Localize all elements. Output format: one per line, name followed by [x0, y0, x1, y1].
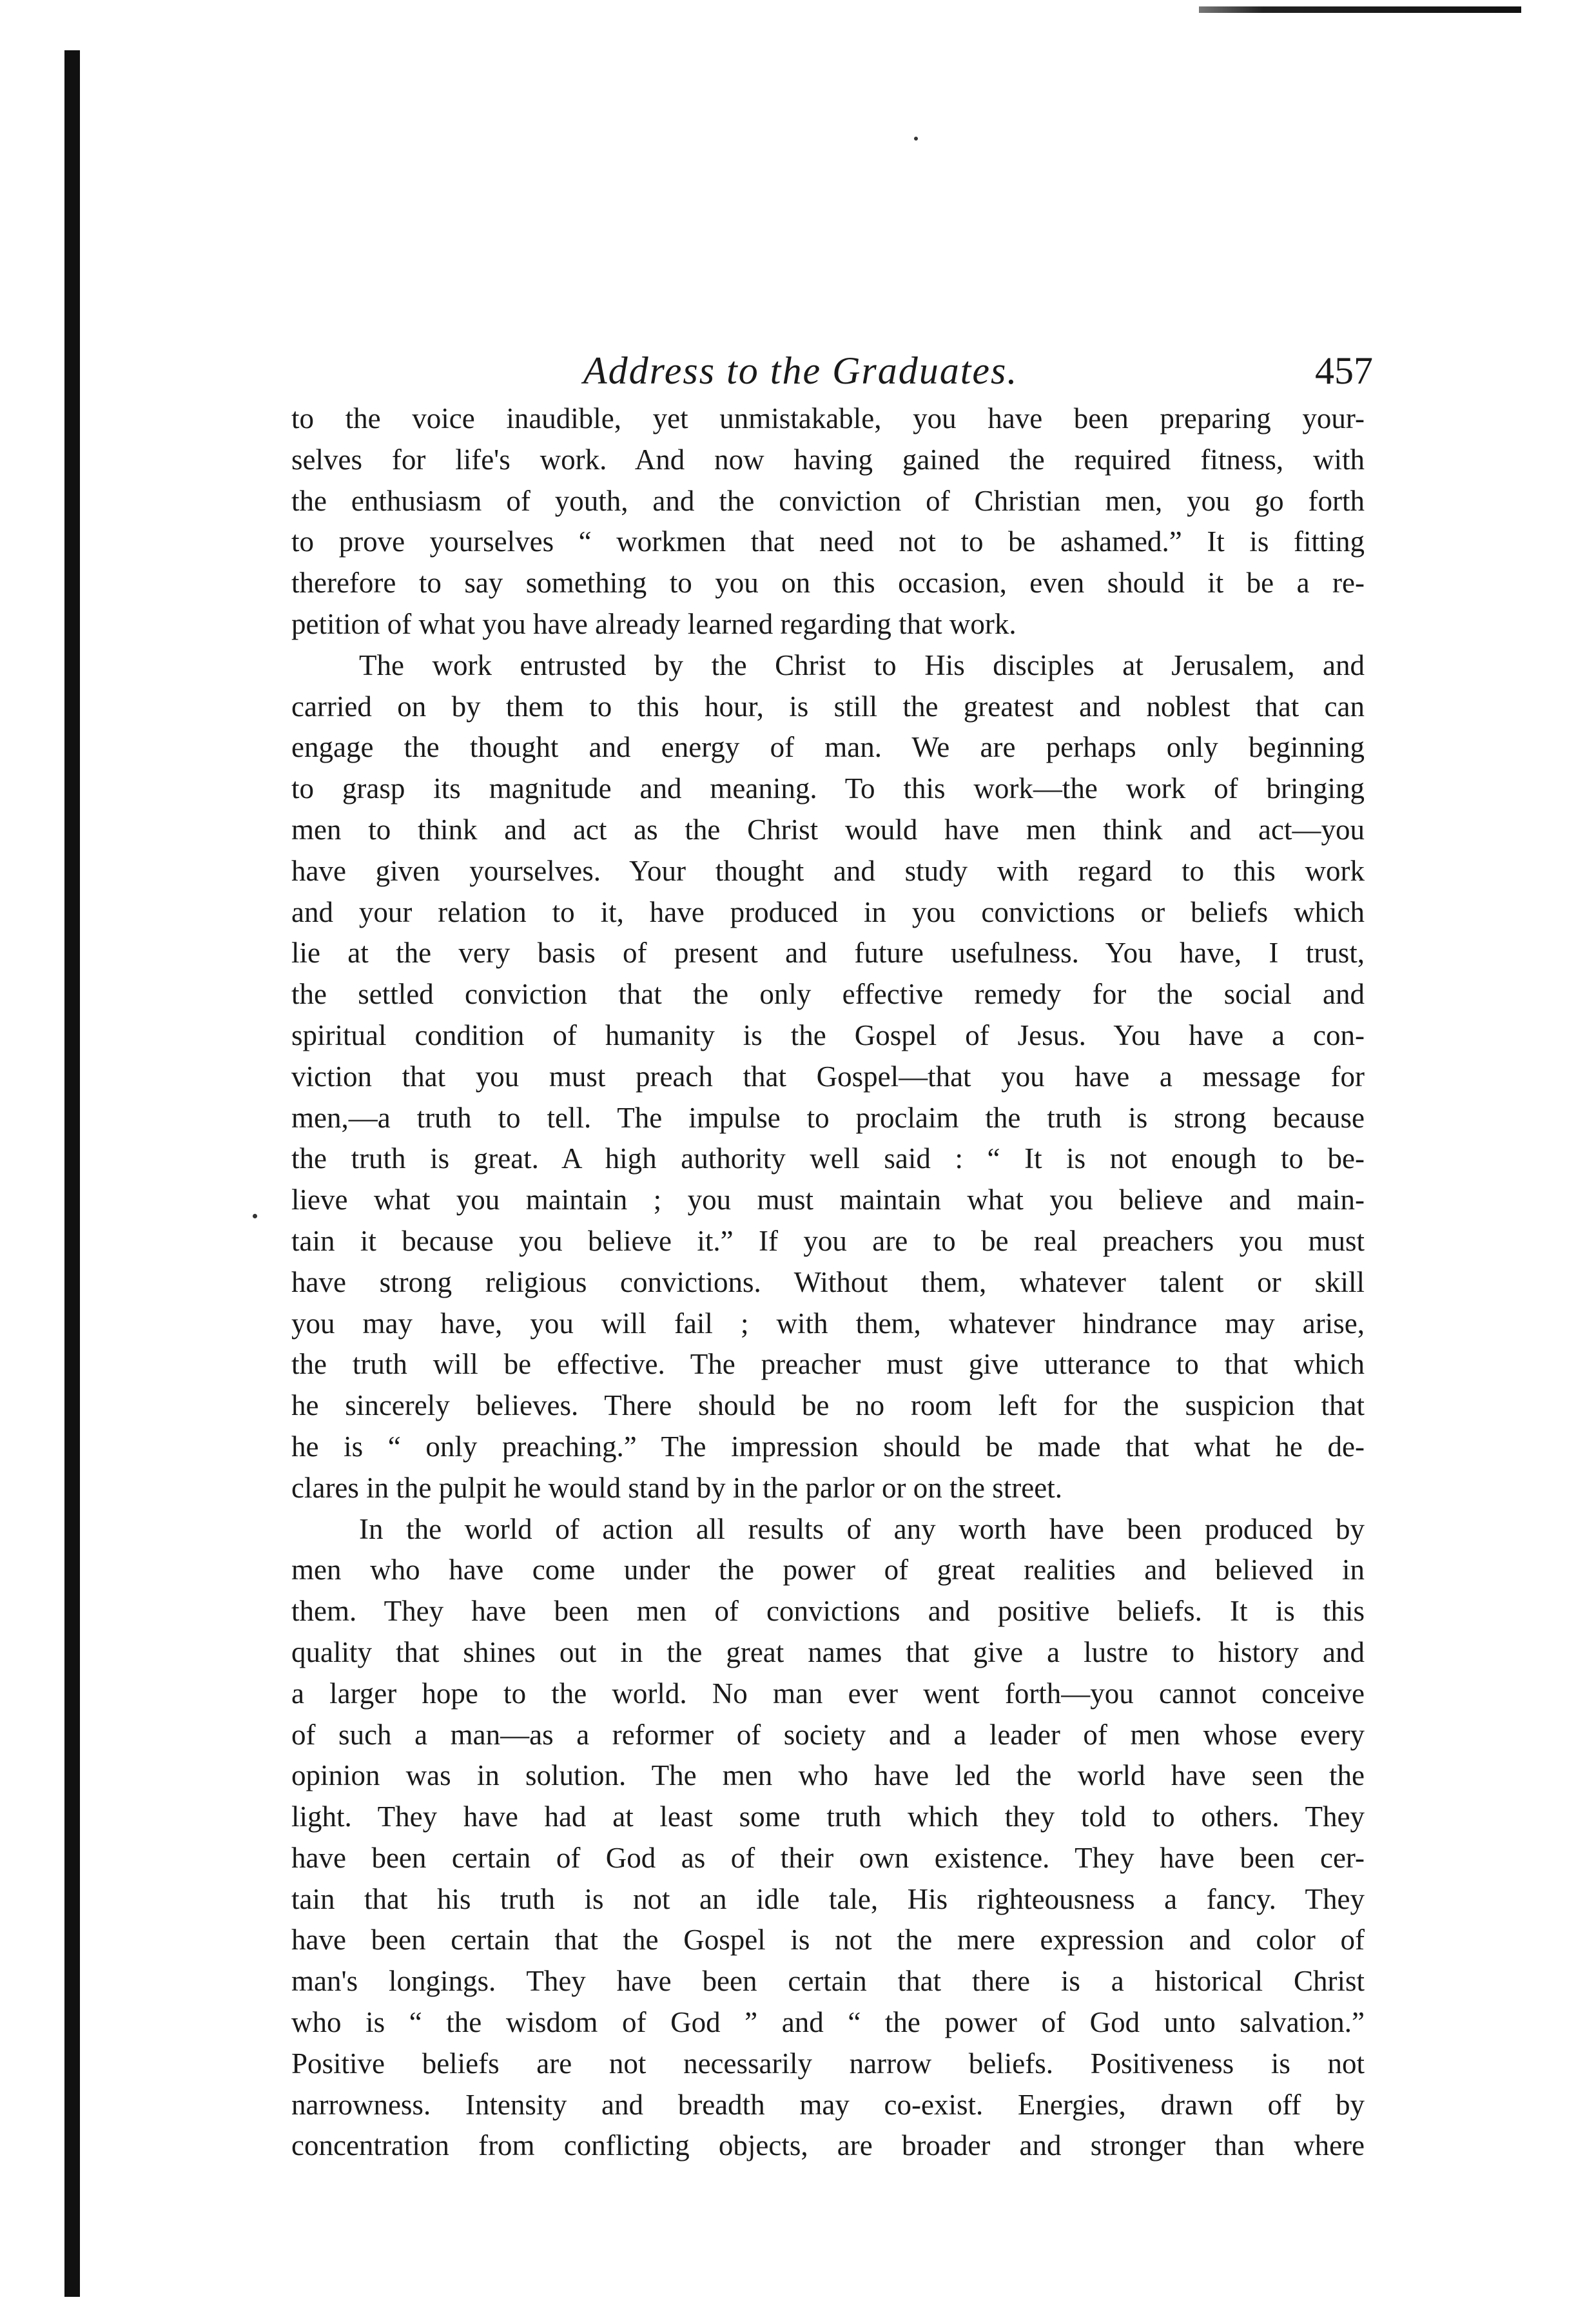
text-line: man's longings. They have been certain that there is a historical Christ — [291, 1965, 1365, 1998]
running-title: Address to the Graduates. — [583, 349, 1018, 392]
text-line: petition of what you have already learned regarding that work. — [291, 607, 1017, 640]
text-line: narrowness. Intensity and breadth may co-exist. Energies, drawn off by — [291, 2088, 1365, 2121]
text-line: them. They have been men of convictions and positive beliefs. It is this — [291, 1595, 1365, 1628]
body-text — [291, 398, 1365, 2167]
text-line: men to think and act as the Christ would have men think and act—you — [291, 813, 1365, 846]
binding-edge-rule — [64, 50, 80, 2297]
text-line: Positive beliefs are not necessarily narrow beliefs. Positiveness is not — [291, 2047, 1365, 2080]
text-line: men,—a truth to tell. The impulse to proclaim the truth is strong because — [291, 1101, 1365, 1134]
text-line: tain that his truth is not an idle tale, His righteousness a fancy. They — [291, 1882, 1365, 1915]
text-line: selves for life's work. And now having gained the required fitness, with — [291, 443, 1365, 476]
text-line: he sincerely believes. There should be no room left for the suspicion that — [291, 1389, 1365, 1422]
text-line: In the world of action all results of any worth have been produced by — [359, 1512, 1365, 1545]
text-line: spiritual condition of humanity is the Gospel of Jesus. You have a con- — [291, 1019, 1365, 1051]
page-header — [303, 342, 1373, 400]
text-line: concentration from conflicting objects, are broader and stronger than where — [291, 2129, 1365, 2162]
page-number: 457 — [1315, 349, 1373, 392]
text-line: the truth will be effective. The preacher must give utterance to that which — [291, 1348, 1365, 1381]
text-line: the truth is great. A high authority well said : “ It is not enough to be- — [291, 1142, 1365, 1175]
text-line: light. They have had at least some truth which they told to others. They — [291, 1800, 1365, 1833]
text-line: The work entrusted by the Christ to His disciples at Jerusalem, and — [359, 649, 1365, 681]
text-line: viction that you must preach that Gospel—that you have a message for — [291, 1060, 1365, 1093]
top-edge-rule — [1199, 6, 1521, 13]
text-line: and your relation to it, have produced in you convictions or beliefs which — [291, 895, 1365, 928]
text-line: engage the thought and energy of man. We are perhaps only beginning — [291, 731, 1365, 764]
text-line: men who have come under the power of great realities and believed in — [291, 1554, 1365, 1586]
text-line: have been certain that the Gospel is not the mere expression and color of — [291, 1924, 1365, 1956]
text-line: you may have, you will fail ; with them, whatever hindrance may arise, — [291, 1307, 1365, 1340]
text-line: to the voice inaudible, yet unmistakable, you have been preparing your- — [291, 402, 1365, 434]
text-line: have strong religious convictions. Without them, whatever talent or skill — [291, 1265, 1365, 1298]
text-line: to prove yourselves “ workmen that need not to be ashamed.” It is fitting — [291, 525, 1365, 558]
text-line: lieve what you maintain ; you must maintain what you believe and main- — [291, 1184, 1365, 1216]
text-line: the enthusiasm of youth, and the conviction of Christian men, you go forth — [291, 484, 1365, 517]
ink-speck — [253, 1214, 257, 1218]
text-line: therefore to say something to you on this occasion, even should it be a re- — [291, 567, 1365, 600]
text-line: a larger hope to the world. No man ever went forth—you cannot conceive — [291, 1677, 1365, 1710]
text-line: he is “ only preaching.” The impression should be made that what he de- — [291, 1430, 1365, 1463]
ink-speck — [914, 137, 918, 141]
text-line: clares in the pulpit he would stand by in the parlor or on the street. — [291, 1471, 1062, 1504]
text-line: of such a man—as a reformer of society and a leader of men whose every — [291, 1718, 1365, 1751]
text-line: the settled conviction that the only effective remedy for the social and — [291, 978, 1365, 1011]
text-line: lie at the very basis of present and future usefulness. You have, I trust, — [291, 937, 1365, 970]
text-line: who is “ the wisdom of God ” and “ the power of God unto salvation.” — [291, 2006, 1365, 2039]
text-line: have given yourselves. Your thought and study with regard to this work — [291, 854, 1365, 887]
text-line: quality that shines out in the great names that give a lustre to history and — [291, 1635, 1365, 1668]
text-line: carried on by them to this hour, is still the greatest and noblest that can — [291, 690, 1365, 723]
text-line: have been certain of God as of their own existence. They have been cer- — [291, 1841, 1365, 1874]
text-line: tain it because you believe it.” If you are to be real preachers you must — [291, 1224, 1365, 1257]
text-line: opinion was in solution. The men who have led the world have seen the — [291, 1759, 1365, 1792]
text-line: to grasp its magnitude and meaning. To this work—the work of bringing — [291, 772, 1365, 805]
